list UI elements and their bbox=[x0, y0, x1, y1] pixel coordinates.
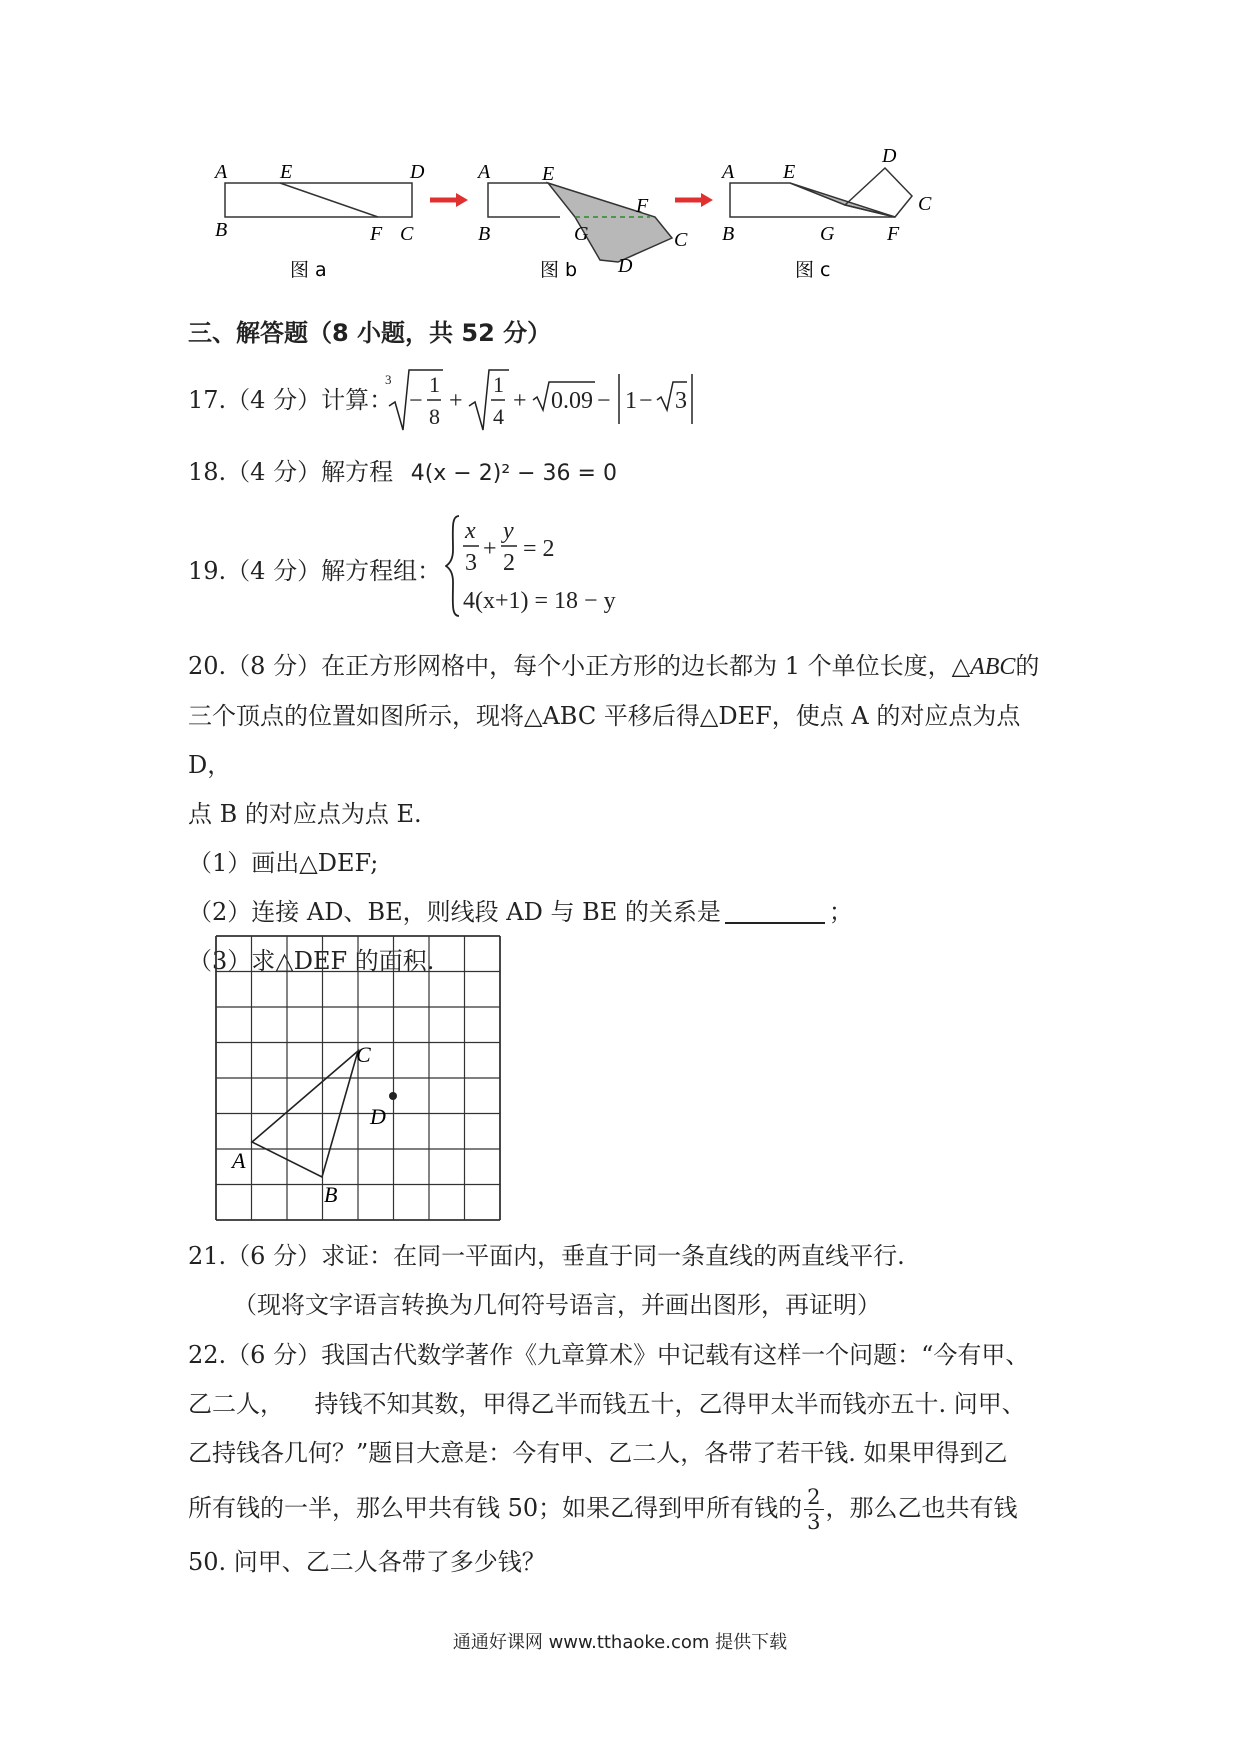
fig-a-caption: 图 a bbox=[290, 259, 327, 281]
grid-label-C: C bbox=[356, 1042, 371, 1067]
question-17 bbox=[188, 383, 393, 417]
fig-c-label-C: C bbox=[918, 193, 932, 215]
point-d bbox=[389, 1092, 397, 1100]
svg-text:1: 1 bbox=[493, 372, 504, 397]
q22-line4-end: ，那么乙也共有钱 bbox=[825, 1494, 1018, 1522]
q22-line2: 乙二人， 持钱不知其数，甲得乙半而钱五十，乙得甲太半而钱亦五十. 问甲、 bbox=[188, 1390, 1026, 1418]
q20-sub2-text: （2）连接 AD、BE，则线段 AD 与 BE 的关系是 bbox=[188, 898, 721, 926]
fig-a-label-C: C bbox=[400, 223, 414, 245]
figure-b bbox=[476, 161, 688, 281]
fig-b-label-C: C bbox=[674, 229, 688, 251]
svg-text:2: 2 bbox=[503, 550, 515, 576]
arrow-right-icon bbox=[675, 193, 713, 207]
q21-line2: （现将文字语言转换为几何符号语言，并画出图形，再证明） bbox=[233, 1291, 881, 1319]
fig-b-label-A: A bbox=[478, 161, 491, 183]
fraction-denominator: 3 bbox=[807, 1510, 821, 1534]
q20-line2: 三个顶点的位置如图所示，现将△ABC 平移后得△DEF，使点 A 的对应点为点 D， bbox=[188, 702, 1021, 779]
q19-prefix: 19.（4 分）解方程组： bbox=[188, 557, 442, 585]
fig-c-label-B: B bbox=[722, 223, 735, 245]
figure-c bbox=[720, 145, 932, 281]
q20-line1 bbox=[188, 642, 1058, 692]
question-18 bbox=[188, 455, 617, 491]
fig-b-label-D: D bbox=[618, 255, 633, 277]
svg-text:0.09: 0.09 bbox=[551, 388, 593, 414]
fig-b-label-G: G bbox=[574, 223, 589, 245]
svg-text:−: − bbox=[409, 388, 423, 414]
fig-b-label-F: F bbox=[636, 195, 649, 217]
fig-a-label-D: D bbox=[410, 161, 425, 183]
fig-b-caption: 图 b bbox=[540, 259, 578, 281]
fig-c-label-A: A bbox=[722, 161, 735, 183]
q22-line1: 22.（6 分）我国古代数学著作《九章算术》中记载有这样一个问题：“今有甲、 bbox=[188, 1341, 1030, 1369]
svg-text:1: 1 bbox=[625, 388, 637, 414]
q19-equation-system bbox=[445, 510, 625, 622]
section-heading: 三、解答题（8 小题，共 52 分） bbox=[188, 319, 552, 347]
question-19 bbox=[188, 554, 441, 588]
q19-eq1-rhs: = 2 bbox=[523, 536, 555, 562]
fig-a-label-E: E bbox=[280, 161, 293, 183]
figure-a bbox=[213, 161, 425, 281]
square-grid-figure bbox=[210, 930, 510, 1222]
fig-c-label-E: E bbox=[783, 161, 796, 183]
footer-credit: 通通好课网 www.tthaoke.com 提供下载 bbox=[452, 1632, 788, 1653]
q18-expression: 4(x − 2)² − 36 = 0 bbox=[410, 461, 617, 486]
q20-sub1: （1）画出△DEF; bbox=[188, 849, 379, 877]
svg-text:8: 8 bbox=[429, 404, 440, 429]
q22-line5: 50. 问甲、乙二人各带了多少钱？ bbox=[188, 1548, 546, 1576]
svg-text:+: + bbox=[449, 388, 463, 414]
q19-eq2: 4(x+1) = 18 − y bbox=[463, 588, 616, 614]
fraction-numerator: 2 bbox=[804, 1485, 823, 1510]
fig-a-label-A: A bbox=[215, 161, 228, 183]
svg-text:1: 1 bbox=[429, 372, 440, 397]
svg-text:3: 3 bbox=[465, 550, 477, 576]
fig-b-label-E: E bbox=[542, 163, 555, 185]
fig-c-label-G: G bbox=[820, 223, 835, 245]
fig-c-label-F: F bbox=[887, 223, 900, 245]
svg-text:+: + bbox=[483, 536, 497, 562]
svg-text:y: y bbox=[503, 518, 514, 544]
question-22 bbox=[188, 1331, 1058, 1587]
q20-line3: 点 B 的对应点为点 E. bbox=[188, 800, 422, 828]
svg-text:3: 3 bbox=[385, 372, 392, 387]
svg-text:−: − bbox=[597, 388, 611, 414]
answer-blank[interactable] bbox=[725, 898, 825, 924]
fig-a-label-F: F bbox=[370, 223, 383, 245]
grid-label-A: A bbox=[232, 1148, 246, 1173]
q20-sub3: （3）求△DEF 的面积. bbox=[188, 947, 435, 975]
q22-line3: 乙持钱各几何？”题目大意是：今有甲、乙二人，各带了若干钱. 如果甲得到乙 bbox=[188, 1439, 1008, 1467]
q22-line4 bbox=[188, 1478, 1058, 1538]
q20-sub2-end: ； bbox=[828, 898, 853, 926]
q20-abc: ABC bbox=[970, 654, 1016, 680]
fig-c-label-D: D bbox=[882, 145, 897, 167]
question-21 bbox=[188, 1232, 1058, 1330]
q20-line1-text: 20.（8 分）在正方形网格中，每个小正方形的边长都为 1 个单位长度，△ bbox=[188, 652, 971, 680]
q22-line4-text: 所有钱的一半，那么甲共有钱 50；如果乙得到甲所有钱的 bbox=[188, 1494, 803, 1522]
q17-prefix: 17.（4 分）计算： bbox=[188, 386, 394, 414]
q17-expression bbox=[385, 362, 695, 434]
svg-text:4: 4 bbox=[493, 404, 504, 429]
fig-b-label-B: B bbox=[478, 223, 491, 245]
fraction-two-thirds bbox=[804, 1485, 823, 1534]
grid-label-B: B bbox=[324, 1182, 338, 1207]
svg-text:x: x bbox=[465, 518, 476, 544]
folding-figures bbox=[0, 0, 1240, 300]
svg-text:−: − bbox=[639, 388, 653, 414]
q18-prefix: 18.（4 分）解方程 bbox=[188, 458, 394, 486]
q21-line1: 21.（6 分）求证：在同一平面内，垂直于同一条直线的两直线平行. bbox=[188, 1242, 905, 1270]
grid-label-D: D bbox=[370, 1104, 386, 1129]
svg-text:+: + bbox=[513, 388, 527, 414]
svg-text:3: 3 bbox=[675, 388, 687, 414]
arrow-right-icon bbox=[430, 193, 468, 207]
fig-a-label-B: B bbox=[215, 219, 228, 241]
grid-lines bbox=[216, 936, 500, 1220]
q20-line1-end: 的 bbox=[1015, 652, 1040, 680]
fig-c-caption: 图 c bbox=[795, 259, 831, 281]
